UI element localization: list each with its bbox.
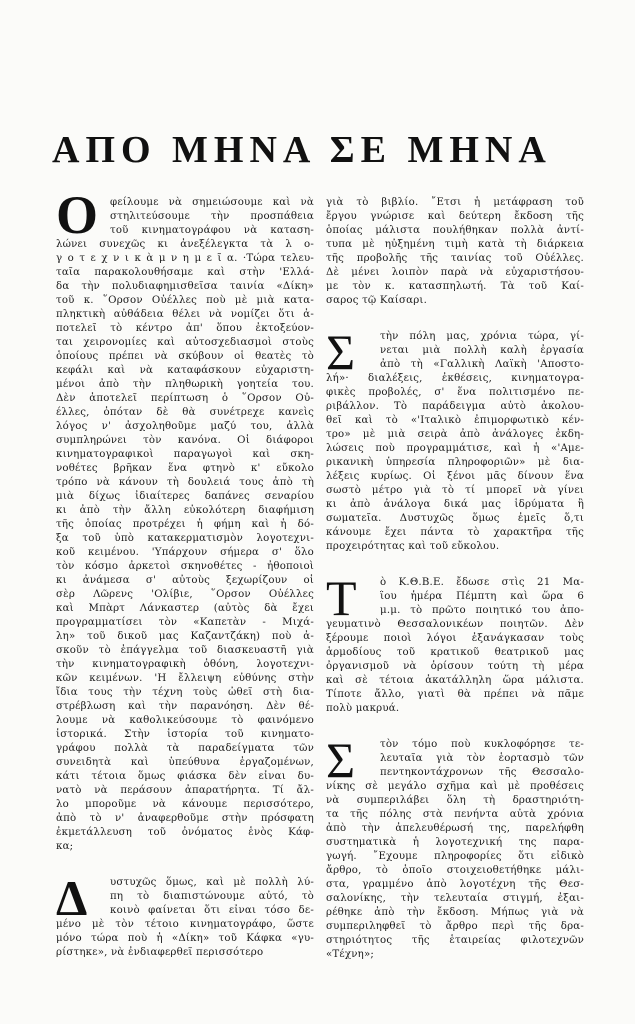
text-line: ἀπὸ τὴν ἀπελευθέρωσή της, παρελήφθη (326, 823, 584, 834)
text-line: σὲρ Λῶρενς 'Ολίβιε, ῞Ορσον Οὐέλλες (56, 589, 314, 600)
text-line: τα τῆς πόλης στὰ πενήντα αὐτὰ χρόνια (326, 809, 584, 820)
text-line: με τὸν κ. κατασπηλωτή. Τὰ τοῦ Καί- (326, 281, 584, 292)
text-line: σωστὸ μέτρο γιὰ τὸ τί μπορεῖ νὰ γίνει (326, 485, 584, 496)
text-line: σαρος τῷ Καίσαρι. (326, 295, 428, 306)
text-line: τὸν τόμο ποὺ κυκλοφόρησε τε- (380, 739, 584, 750)
text-line: πολὺ μακρυά. (326, 703, 400, 714)
dropcap-letter: Σ (326, 732, 356, 788)
text-line: τὴν κινηματογραφικὴ ὀθόνη, λογοτεχνι- (56, 659, 314, 670)
text-line: μιὰ δίχως ἰδιαίτερες δαπάνες σεναρίου (56, 491, 314, 502)
text-line: λέξεις κυρίως. Οἱ ξένοι μᾶς δίνουν ἕνα (326, 471, 584, 482)
text-line: κάτι τέτοια ὅμως φιάσκα δὲν εἶναι δυ- (56, 771, 314, 782)
text-line: ρίστηκε», νὰ ἐνδιαφερθεῖ περισσότερο (56, 947, 264, 958)
text-line: ταῖα παρακολουθήσαμε καὶ στὴν 'Ελλά- (56, 267, 314, 278)
text-line: κεφάλι καὶ νὰ καταφάσκουν εὐχαριστη- (56, 365, 314, 376)
text-line: κινηματογραφικοὶ παραγωγοὶ καὶ σκη- (56, 449, 314, 460)
right-column (326, 196, 584, 962)
text-line: συμπληρώνει τὸν κανόνα. Οἱ διάφοροι (56, 435, 314, 446)
text-line: ρικανικὴ ὑπηρεσία πληροφοριῶν» μὲ δια- (326, 457, 584, 468)
dropcap-letter: Ο (56, 185, 99, 245)
text-line: τοῦ κινηματογράφου νὰ καταση- (110, 225, 314, 236)
dropcap-letter: Τ (326, 570, 357, 626)
text-line: συμπεριληφθεῖ τὸ ἄρθρο περὶ τῆς δρα- (326, 921, 584, 932)
text-line: κι ἀπὸ τὴν ἄλλη εὐκολότερη διαφήμιση (56, 505, 314, 516)
text-line: ὁποίας μάλιστα πουλήθηκαν πολλὰ ἀντί- (326, 225, 584, 236)
text-line: ξα τοῦ ὑπὸ κατακερματισμὸν λογοτεχνι- (56, 533, 314, 544)
text-line: νοθέτες βρῆκαν ἕνα φτηνὸ κ' εὔκολο (56, 463, 314, 474)
text-line: θεῖ καὶ τὸ «'Ιταλικὸ ἐπιμορφωτικὸ κέν- (326, 415, 584, 426)
text-line: τὴν πόλη μας, χρόνια τώρα, γί- (380, 331, 584, 342)
text-line: λόγος ν' ἀσχοληθοῦμε μαζύ του, ἀλλὰ (56, 421, 314, 432)
text-line: Τίποτε ἄλλο, γιατὶ θὰ πρέπει νὰ πᾶμε (326, 689, 584, 700)
text-line: ποτελεῖ τὸ κέντρο ἀπ' ὅπου ἐκτοξεύον- (56, 323, 314, 334)
text-line: Δὲ μένει λοιπὸν παρὰ νὰ εὐχαριστήσου- (326, 267, 584, 278)
text-line: κα; (56, 841, 74, 852)
text-line: ΐου ἡμέρα Πέμπτη καὶ ὥρα 6 (380, 591, 584, 602)
text-line: ἄρθρο, τὸ ὁποῖο στοιχειοθετήθηκε μάλι- (326, 865, 584, 876)
text-line: κάνουμε ἔχει πάντα τὸ χαρακτῆρα τῆς (326, 527, 584, 538)
text-line: γράφου πολλὰ τὰ παραδείγματα τῶν (56, 743, 314, 754)
text-line: γωγή. ῎Εχουμε πληροφορίες ὅτι εἰδικὸ (326, 851, 584, 862)
text-line: ἱστορικά. Στὴν ἱστορία τοῦ κινηματο- (56, 729, 314, 740)
text-line: νατὸ νὰ περάσουν ἀπαρατήρητα. Τί ἄλ- (56, 785, 314, 796)
text-line: ἐκμετάλλευση τοῦ ὀνόματος ἑνὸς Κάφ- (56, 827, 314, 838)
text-line: τρόπο νὰ κάνουν τὴ δουλειά τους ἀπὸ τὴ (56, 477, 314, 488)
article-paragraph-kafka-audience (56, 870, 314, 960)
article-paragraph-anniversary-volume (326, 732, 584, 962)
text-line: κῶν κειμένων. 'Η ἔλλειψη εὐθύνης στὴν (56, 673, 314, 684)
text-line: πη τὸ διαπιστώνουμε αὐτό, τὸ (110, 891, 314, 902)
text-line: στρέβλωση καὶ τὴν παρανόηση. Δὲν θέ- (56, 701, 314, 712)
text-line: ἀπὸ τὸ ν' ἀναφερθοῦμε στὴν πρόσφατη (56, 813, 314, 824)
text-line: ἀπὸ τὴ «Γαλλικὴ Λαϊκὴ 'Αποστο- (380, 359, 584, 370)
text-line: νεται μιὰ πολλὴ καλὴ ἐργασία (380, 345, 584, 356)
dropcap-letter: Δ (56, 870, 88, 926)
text-line: Δὲν ἀποτελεῖ περίπτωση ὁ ῞Ορσον Οὐ- (56, 393, 314, 404)
text-line: τῆς προβολῆς τῆς ταινίας τοῦ Οὐέλλες. (326, 253, 584, 264)
text-line: μ.μ. τὸ πρῶτο ποιητικό του ἀπο- (380, 605, 584, 616)
text-line: έλλες, ὁπόταν δὲ θὰ συνέτρεχε κανεὶς (56, 407, 314, 418)
left-column (56, 185, 314, 960)
text-line: κοινὸ φαίνεται ὅτι εἶναι τόσο δε- (110, 905, 314, 916)
text-line: υστυχῶς ὅμως, καὶ μὲ πολλὴ λύ- (110, 877, 314, 888)
text-line: λουμε νὰ καθολικεύσουμε τὸ φαινόμενο (56, 715, 314, 726)
text-line: «Τέχνη»; (326, 949, 375, 960)
text-line: λώσεις ποὺ προγραμμάτισε, καὶ ἡ «'Αμε- (326, 443, 584, 454)
text-line: μένοι ἀπὸ τὴν πληθωρικὴ γοητεία του. (56, 379, 314, 390)
text-line: ται χειρονομίες καὶ αὐτοσχεδιασμοὶ στοὺς (56, 337, 314, 348)
text-line: γιὰ τὸ βιβλίο. ῎Ετσι ἡ μετάφραση τοῦ (326, 197, 584, 208)
text-line: ὸ Κ.Θ.Β.Ε. ἔδωσε στὶς 21 Μα- (380, 577, 584, 588)
text-line: κι ἀπὸ ἀνάλογα δικά μας ἱδρύματα ἢ (326, 499, 584, 510)
text-line: καὶ Μπὰρτ Λάνκαστερ (αὐτὸς δὰ ἔχει (56, 603, 314, 614)
text-line: τρο» μὲ μιὰ σειρὰ ἀπὸ ἀνάλογες ἐκδη- (326, 429, 584, 440)
text-line: σαλονίκης, τὴν τελευταία στιγμή, ἐξαι- (326, 893, 584, 904)
text-line: ἔργου γνώρισε καὶ δεύτερη ἔκδοση τῆς (326, 211, 584, 222)
text-line: λο μποροῦμε νὰ κάνουμε περισσότερο, (56, 799, 314, 810)
text-line: φείλουμε νὰ σημειώσουμε καὶ νὰ (110, 197, 314, 208)
text-line: προχειρότητας καὶ τοῦ εὔκολου. (326, 541, 500, 552)
text-line: προγραμματίσει τὸν «Καπετὰν - Μιχά- (56, 617, 314, 628)
text-line: μόνο τώρα ποὺ ἡ «Δίκη» τοῦ Κάφκα «γυ- (56, 933, 314, 944)
article-paragraph-kafka-book (326, 196, 584, 308)
text-line: γευματινὸ Θεσσαλονικέων ποιητῶν. Δὲν (326, 619, 584, 630)
text-line: γ ο τ ε χ ν ι κ ὰ μ ν η μ ε ῖ α. ·Τώρα τελευ- (56, 253, 314, 264)
text-line: ξέρουμε ποιοὶ λόγοι ἐξανάγκασαν τοὺς (326, 633, 584, 644)
text-line: πεντηκοντάχρονων τῆς Θεσσαλο- (380, 767, 584, 778)
text-line: στα, γραμμένο ἀπὸ λογοτέχνη τῆς Θεσ- (326, 879, 584, 890)
text-line: νίκης σὲ μεγάλο σχῆμα καὶ μὲ προθέσεις (326, 781, 584, 792)
text-line: τοῦ κ. ῞Ορσον Οὐέλλες ποὺ μὲ μιὰ κατα- (56, 295, 314, 306)
text-line: ἴδια τους τὴν τέχνη τοὺς ὠθεῖ στὴ δια- (56, 687, 314, 698)
text-line: σκοῦν τὸ ἐπάγγελμα τοῦ διασκευαστῆ γιὰ (56, 645, 314, 656)
text-line: ριβάλλον. Τὸ παράδειγμα αὐτὸ ἀκολου- (326, 401, 584, 412)
text-line: ὀργανισμοῦ νὰ ὁρίσουν τούτη τὴ μέρα (326, 661, 584, 672)
text-line: νὰ συμπεριλάβει ὅλη τὴ δραστηριότη- (326, 795, 584, 806)
dropcap-letter: Σ (326, 324, 356, 380)
text-line: καὶ σὲ τέτοια ἀκατάλληλη ὥρα μάλιστα. (326, 675, 584, 686)
text-line: ρέθηκε ἀπὸ τὴν ἔκδοση. Μήπως γιὰ νὰ (326, 907, 584, 918)
article-paragraph-kthbe-poetry (326, 570, 584, 716)
text-line: λή»· διαλέξεις, ἐκθέσεις, κινηματογρα- (326, 373, 584, 384)
text-line: τὸν κόσμο ἀρκετοὶ σκηνοθέτες - ἠθοποιοὶ (56, 561, 314, 572)
text-line: μένο μὲ τὸν τέτοιο κινηματογράφο, ὥστε (56, 919, 314, 930)
article-paragraph-kafka-trial (56, 185, 314, 854)
text-line: ὁποίους πρέπει νὰ σκύβουν οἱ θεατὲς τὸ (56, 351, 314, 362)
text-line: συνειδητὰ καὶ ὑπεύθυνα ἐργαζομένων, (56, 757, 314, 768)
page-title: ΑΠΟ ΜΗΝΑ ΣΕ ΜΗΝΑ (52, 129, 552, 171)
text-line: λευταῖα γιὰ τὸν ἑορτασμὸ τῶν (380, 753, 584, 764)
text-line: σωματεῖα. Δυστυχῶς ὅμως ἐμεῖς ὅ,τι (326, 513, 584, 524)
text-line: κι ἀνάμεσα σ' αὐτοὺς ξεχωρίζουν οἱ (56, 575, 314, 586)
text-line: λώνει συνεχῶς κι ἀνεξέλεγκτα τὰ λ ο- (56, 239, 314, 250)
text-line: στηλιτεύσουμε τὴν προσπάθεια (110, 211, 314, 222)
text-line: κοῦ κειμένου. 'Υπάρχουν σήμερα σ' ὅλο (56, 547, 314, 558)
text-line: λη» τοῦ δικοῦ μας Καζαντζάκη) ποὺ ἀ- (56, 631, 314, 642)
text-line: τῆς ὁποίας προτρέχει ἡ φήμη καὶ ἡ δό- (56, 519, 314, 530)
text-line: τυπα μὲ ηὐξημένη τιμὴ κατὰ τὴ διάρκεια (326, 239, 584, 250)
text-line: συστηματικὰ ἡ λογοτεχνική της παρα- (326, 837, 584, 848)
text-line: δα τὴν πολυδιαφημισθεῖσα ταινία «Δίκη» (56, 281, 314, 292)
text-line: φικὲς προβολές, σ' ἕνα πολιτισμένο πε- (326, 387, 584, 398)
text-line: στηριότητος τῆς ἑταιρείας φιλοτεχνῶν (326, 935, 584, 946)
article-paragraph-cultural-institutes (326, 324, 584, 554)
text-line: πληκτικὴ αὐθάδεια θέλει νὰ νομίζει ὅτι ἀ- (56, 309, 314, 320)
text-line: ἁρμοδίους τοῦ κρατικοῦ θεατρικοῦ μας (326, 647, 584, 658)
